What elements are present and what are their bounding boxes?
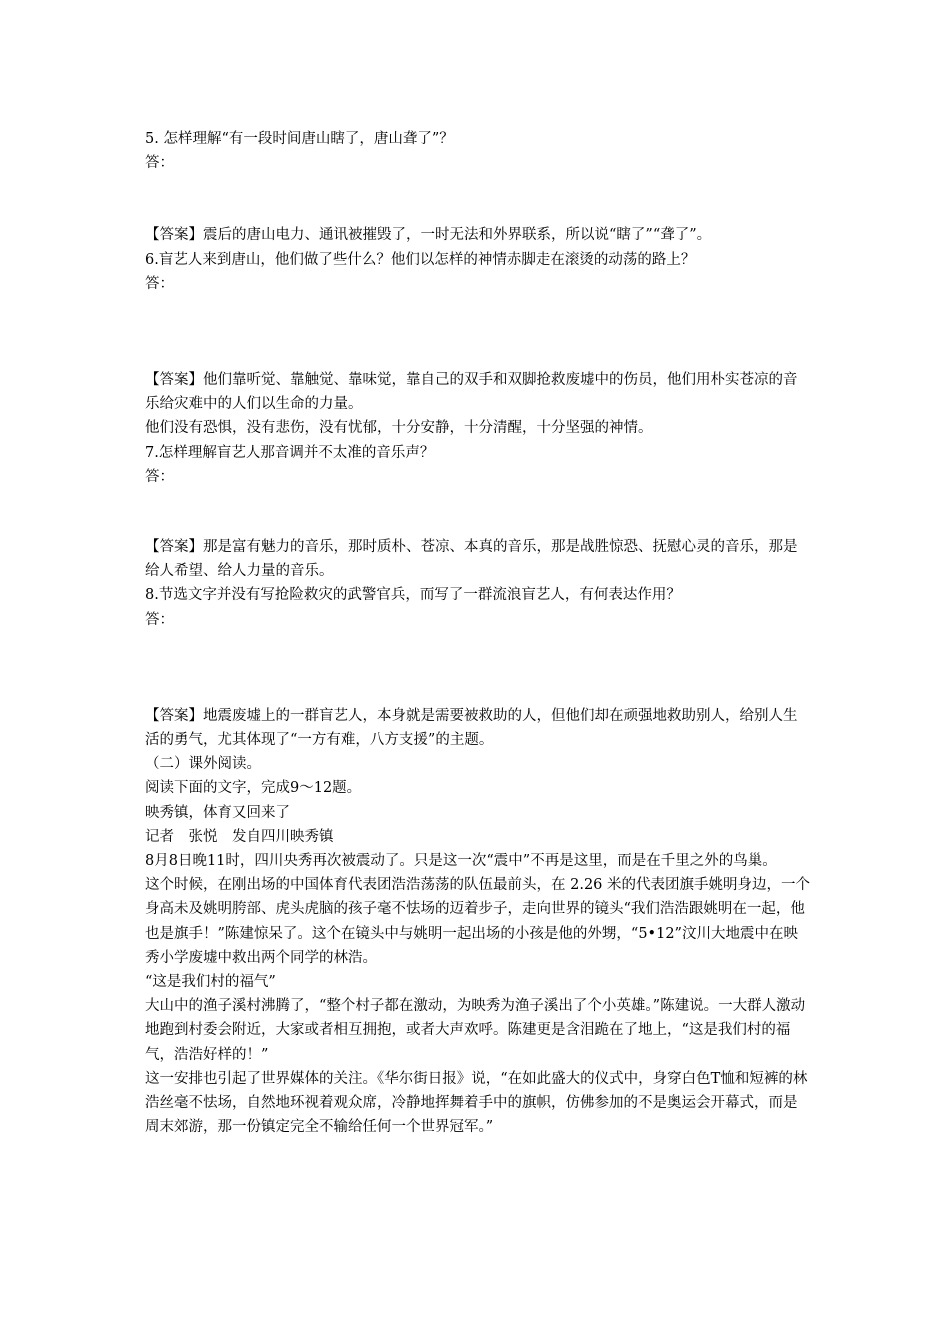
article-paragraph: 8月8日晚11时，四川央秀再次被震动了。只是这一次“震中”不再是这里，而是在千里之外的鸟巢。: [145, 853, 777, 870]
answer-space-6: [145, 296, 810, 368]
section-heading: （二）课外阅读。: [145, 756, 261, 773]
answer-space-5: [145, 175, 810, 223]
answer-label-8: 答：: [145, 611, 174, 628]
article-paragraph: 这一安排也引起了世界媒体的关注。《华尔街日报》说，“在如此盛大的仪式中，身穿白色T恤和短裤的林浩丝毫不怯场，自然地环视着观众席，冷静地挥舞着手中的旗帜，仿佛参加的不是奥运会开幕式，而是周末郊游，那一份镇定完全不输给任何一个世界冠军。”: [145, 1070, 808, 1136]
answer-6: 【答案】他们靠听觉、靠触觉、靠味觉，靠自己的双手和双脚抢救废墟中的伤员，他们用朴实苍凉的音乐给灾难中的人们以生命的力量。: [145, 372, 798, 413]
answer-7: 【答案】那是富有魅力的音乐，那时质朴、苍凉、本真的音乐，那是战胜惊恐、抚慰心灵的音乐，那是给人希望、给人力量的音乐。: [145, 539, 798, 580]
article-byline: 记者 张悦 发自四川映秀镇: [145, 828, 334, 845]
article-subheading: “这是我们村的福气”: [145, 974, 276, 991]
reading-instruction: 阅读下面的文字，完成9～12题。: [145, 780, 362, 797]
article-paragraph: 这个时候，在刚出场的中国体育代表团浩浩荡荡的队伍最前头，在 2.26 米的代表团旗手姚明身边，一个身高未及姚明胯部、虎头虎脑的孩子毫不怯场的迈着步子，走向世界的镜头“我们浩浩跟姚明在一起，他也是旗手！”陈建惊呆了。这个在镜头中与姚明一起出场的小孩是他的外甥，“5•12”汶川大地震中在映秀小学废墟中救出两个同学的林浩。: [145, 877, 810, 966]
question-7: 7.怎样理解盲艺人那音调并不太准的音乐声？: [145, 444, 435, 461]
answer-label-5: 答：: [145, 155, 174, 172]
answer-label-6: 答：: [145, 275, 174, 292]
article-title: 映秀镇，体育又回来了: [145, 804, 290, 821]
article-paragraph: 大山中的渔子溪村沸腾了，“整个村子都在激动，为映秀为渔子溪出了个小英雄。”陈建说。一大群人激动地跑到村委会附近，大家或者相互拥抱，或者大声欢呼。陈建更是含泪跪在了地上，“这是我们村的福气，浩浩好样的！”: [145, 998, 806, 1063]
answer-8: 【答案】地震废墟上的一群盲艺人，本身就是需要被救助的人，但他们却在顽强地救助别人，给别人生活的勇气，尤其体现了“一方有难，八方支援”的主题。: [145, 707, 798, 749]
answer-space-8: [145, 632, 810, 704]
question-5: 5. 怎样理解“有一段时间唐山瞎了，唐山聋了”？: [145, 131, 454, 147]
question-8: 8.节选文字并没有写抢险救灾的武警官兵，而写了一群流浪盲艺人，有何表达作用？: [145, 587, 681, 604]
answer-6-continued: 他们没有恐惧，没有悲伤，没有忧郁，十分安静，十分清醒，十分坚强的神情。: [145, 420, 653, 437]
question-6: 6.盲艺人来到唐山，他们做了些什么？他们以怎样的神情赤脚走在滚烫的动荡的路上？: [145, 251, 696, 268]
answer-label-7: 答：: [145, 468, 174, 485]
answer-5: 【答案】震后的唐山电力、通讯被摧毁了，一时无法和外界联系，所以说“瞎了”“聋了”。: [145, 227, 712, 244]
answer-space-7: [145, 489, 810, 535]
document-page: [145, 127, 810, 1140]
